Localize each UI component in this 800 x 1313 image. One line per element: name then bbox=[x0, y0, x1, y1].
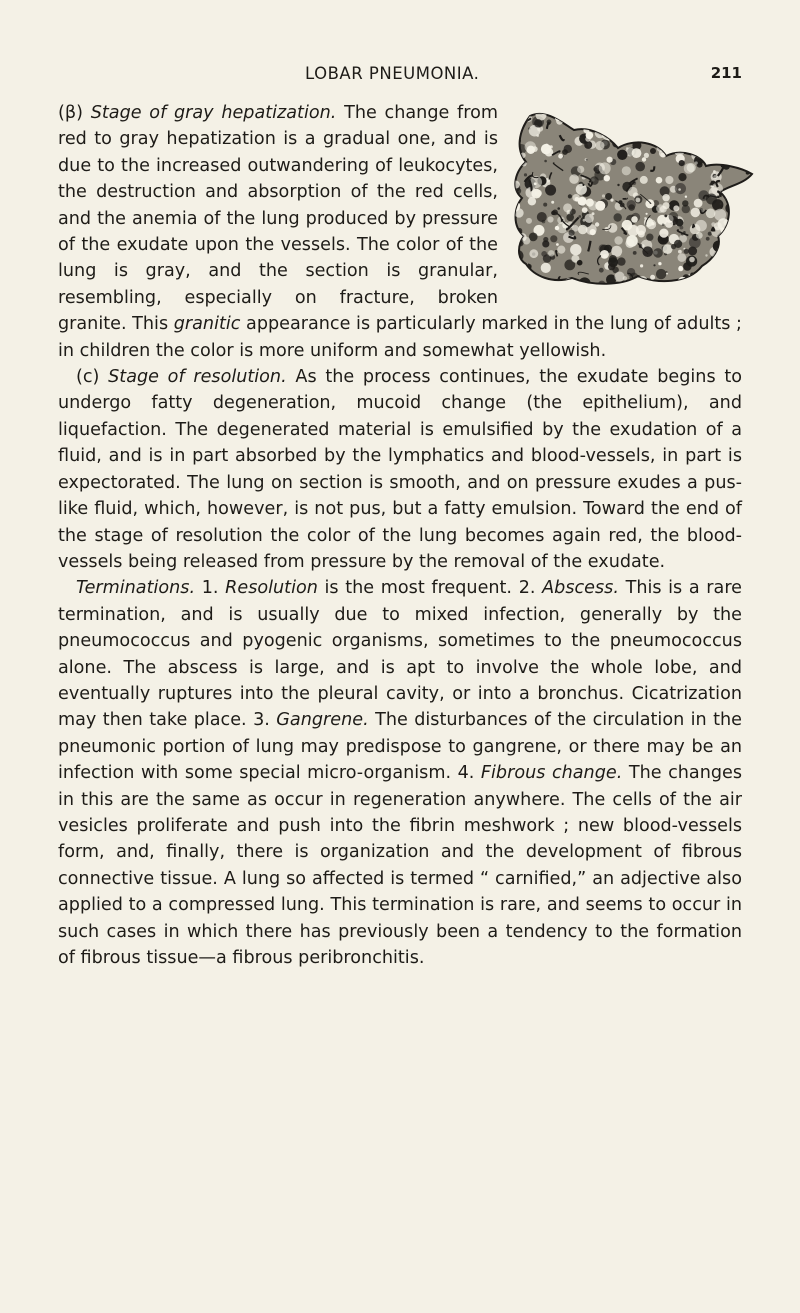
paragraph-text: The change from red to gray hepatization is a gradual one, and is due to the increased outwandering of leukocytes, the destruction and absorption of the red cells, and the anemia of the lung produced by pressure of the exudate upon the vessels. The color of the lung is gray, and the section is granular, resembling, especially on fracture, broken granite. This bbox=[58, 103, 498, 335]
paragraph-resolution bbox=[58, 364, 742, 575]
term-heading: Abscess. bbox=[542, 578, 619, 599]
body-text bbox=[58, 100, 742, 971]
list-number: 2. bbox=[518, 578, 543, 599]
paragraph-text: appearance is particularly marked in the lung of adults ; in children the color is more uniform and somewhat yellowish. bbox=[58, 314, 742, 361]
list-number: 4. bbox=[457, 763, 481, 784]
italic-term: granitic bbox=[173, 314, 241, 335]
paragraph-terminations bbox=[58, 575, 742, 971]
section-heading: Stage of gray hepatization. bbox=[90, 103, 337, 123]
running-head bbox=[0, 64, 800, 88]
paragraph-text: The disturbances of the circulation in the pneumonic portion of lung may predispose to gangrene, or there may be an infection with some special micro-organism. bbox=[58, 710, 743, 784]
section-label: (c) bbox=[76, 367, 100, 388]
term-heading: Fibrous change. bbox=[480, 763, 623, 784]
running-head-title: LOBAR PNEUMONIA. bbox=[305, 64, 480, 83]
term-heading: Gangrene. bbox=[276, 710, 369, 731]
page-number: 211 bbox=[710, 64, 742, 82]
list-number: 3. bbox=[253, 710, 277, 731]
paragraph-text: As the process continues, the exudate begins to undergo fatty degeneration, mucoid change (the epithelium), and liquefaction. The degenerated material is emulsified by the exudation of a fluid, and is in part absorbed by the lymphatics and blood-vessels, in part is expectorated. The lung on section is smooth, and on pressure exudes a pus-like fluid, which, however, is not pus, but a fatty emulsion. Toward the end of the stage of resolution the color of the lung becomes again red, the blood-vessels being released from pressure by the removal of the exudate. bbox=[58, 367, 742, 572]
list-number: 1. bbox=[195, 578, 226, 599]
paragraph-text: This is a rare termination, and is usually due to mixed infection, generally by the pneumococcus and pyogenic organisms, sometimes to the pneumococcus alone. The abscess is large, and is apt to involve the whole lobe, and eventually ruptures into the pleural cavity, or into a bronchus. Cicatrization may then take place. bbox=[58, 578, 742, 731]
section-label: (β) bbox=[58, 103, 83, 123]
section-heading: Terminations. bbox=[76, 578, 196, 599]
lung-section-figure bbox=[506, 108, 758, 286]
lung-section-illustration bbox=[506, 108, 758, 286]
term-heading: Resolution bbox=[225, 578, 318, 599]
paragraph-text: The changes in this are the same as occur in regeneration anywhere. The cells of the air vesicles proliferate and push into the fibrin meshwork ; new blood-vessels form, and, finally, there is organization and the development of fibrous connective tissue. A lung so affected is termed “ carnified,” an adjective also applied to a compressed lung. This termination is rare, and seems to occur in such cases in which there has previously been a tendency to the formation of fibrous tissue—a fibrous peribronchitis. bbox=[58, 763, 742, 968]
paragraph-text: is the most frequent. bbox=[317, 578, 519, 599]
section-heading: Stage of resolution. bbox=[108, 367, 287, 388]
